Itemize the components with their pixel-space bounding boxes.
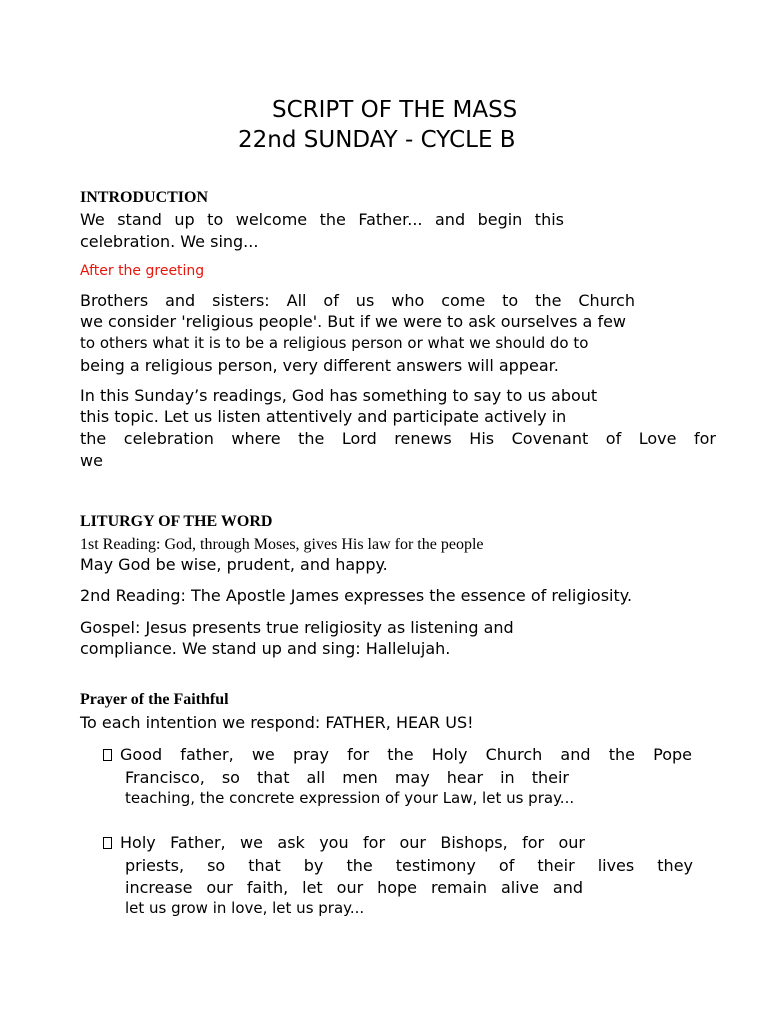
prayer-heading: Prayer of the Faithful (80, 691, 229, 708)
intention1-line-2: Francisco, so that all men may hear in their (125, 768, 569, 787)
bullet-box-icon (103, 835, 119, 851)
introduction-line-1: We stand up to welcome the Father... and begin this (80, 210, 564, 229)
introduction-heading: INTRODUCTION (80, 189, 209, 206)
intro-para1-line-2: we consider 'religious people'. But if we were to ask ourselves a few (80, 312, 627, 331)
liturgy-heading: LITURGY OF THE WORD (80, 513, 273, 530)
intention2-line-3: increase our faith, let our hope remain alive and (125, 878, 583, 897)
intro-para1-line-3: to others what it is to be a religious person or what we should do to (80, 334, 589, 352)
prayer-intro: To each intention we respond: FATHER, HEAR US! (80, 713, 474, 732)
intro-para2-line-3: the celebration where the Lord renews His Covenant of Love for (80, 429, 716, 448)
intention1-line-3: teaching, the concrete expression of your Law, let us pray... (125, 789, 575, 807)
introduction-line-2: celebration. We sing... (80, 232, 259, 251)
gospel-line-1: Gospel: Jesus presents true religiosity as listening and (80, 618, 514, 637)
document-title-line1: SCRIPT OF THE MASS (272, 97, 518, 123)
first-reading-line-1: 1st Reading: God, through Moses, gives His law for the people (80, 536, 484, 553)
first-reading-line-2: May God be wise, prudent, and happy. (80, 555, 388, 574)
after-greeting-note: After the greeting (80, 263, 205, 279)
intention2-line-4: let us grow in love, let us pray... (125, 899, 365, 917)
gospel-line-2: compliance. We stand up and sing: Hallelujah. (80, 639, 451, 658)
intro-para2-line-2: this topic. Let us listen attentively and participate actively in (80, 407, 567, 426)
intro-para1-line-1: Brothers and sisters: All of us who come to the Church (80, 291, 635, 310)
bullet-box-icon (103, 747, 119, 763)
document-title-line2: 22nd SUNDAY - CYCLE B (238, 127, 516, 153)
intro-para1-line-4: being a religious person, very different answers will appear. (80, 356, 559, 375)
intro-para2-line-1: In this Sunday’s readings, God has something to say to us about (80, 386, 598, 405)
intention1-line-1: Good father, we pray for the Holy Church and the Pope (120, 745, 692, 764)
intention2-line-2: priests, so that by the testimony of their lives they (125, 856, 693, 875)
intention2-line-1: Holy Father, we ask you for our Bishops, for our (120, 833, 585, 852)
intro-para2-line-4: we (80, 451, 103, 470)
second-reading: 2nd Reading: The Apostle James expresses the essence of religiosity. (80, 586, 633, 605)
